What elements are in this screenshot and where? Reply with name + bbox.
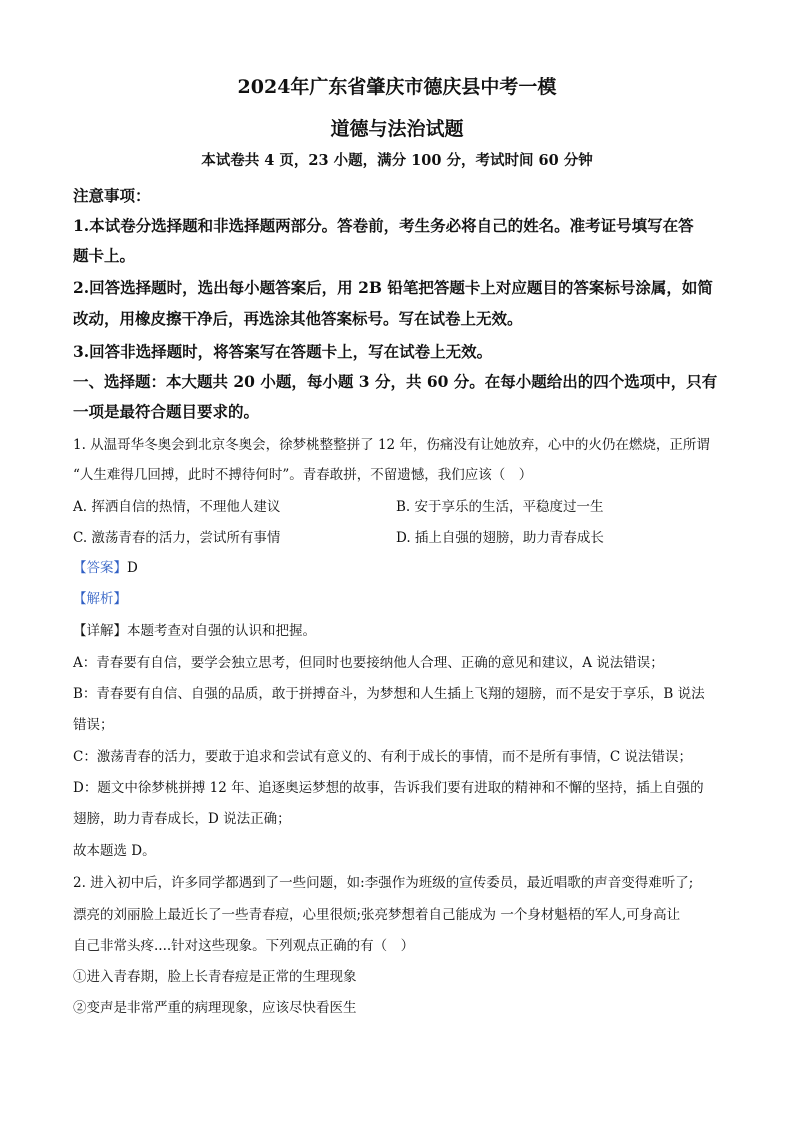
q1-detail <box>73 619 316 639</box>
notice-item-1-line-1: 1.本试卷分选择题和非选择题两部分。答卷前，考生务必将自己的姓名。准考证号填写在答 <box>73 216 694 235</box>
notice-item-2-line-1: 2.回答选择题时，选出每小题答案后，用 2B 铅笔把答题卡上对应题目的答案标号涂属，如简 <box>73 278 713 297</box>
q1-option-a: A. 挥洒自信的热情，不理他人建议 <box>73 499 281 515</box>
notice-item-2-line-2: 改动，用橡皮擦干净后，再选涂其他答案标号。写在试卷上无效。 <box>73 309 523 328</box>
q1-analysis-b-line-1: B：青春要有自信、自强的品质，敢于拼搏奋斗，为梦想和人生插上飞翔的翅膀，而不是安于享乐，B 说法 <box>73 686 705 702</box>
exam-info: 本试卷共 4 页，23 小题，满分 100 分，考试时间 60 分钟 <box>201 152 593 169</box>
notice-item-3: 3.回答非选择题时，将答案写在答题卡上，写在试卷上无效。 <box>73 342 493 361</box>
section-1-line-1: 一、选择题：本大题共 20 小题，每小题 3 分，共 60 分。在每小题给出的四个选项中，只有 <box>73 372 718 391</box>
q1-analysis-d-line-2: 翅膀，助力青春成长，D 说法正确； <box>73 811 291 827</box>
q1-option-b: B. 安于享乐的生活，平稳度过一生 <box>396 499 604 515</box>
q1-conclusion: 故本题选 D。 <box>73 843 156 859</box>
q1-analysis-c: C：激荡青春的活力，要敢于追求和尝试有意义的、有利于成长的事情，而不是所有事情，C 说法错误； <box>73 749 692 765</box>
q1-stem-line-1: 1. 从温哥华冬奥会到北京冬奥会，徐梦桃整整拼了 12 年，伤痛没有让她放弃，心中的火仍在燃烧，正所谓 <box>73 437 710 453</box>
q2-item-1: ①进入青春期，脸上长青春痘是正常的生理现象 <box>73 969 357 985</box>
notice-heading: 注意事项： <box>73 186 151 205</box>
q2-stem-line-3: 自己非常头疼....针对这些现象。下列观点正确的有（ ） <box>73 938 415 954</box>
analysis-tag: 【解析】 <box>73 591 127 607</box>
q1-option-c: C. 激荡青春的活力，尝试所有事情 <box>73 530 281 546</box>
q1-stem-line-2: “人生难得几回搏，此时不搏待何时”。青春敢拼，不留遗憾，我们应该（ ） <box>73 467 533 483</box>
q1-analysis-a: A：青春要有自信，要学会独立思考，但同时也要接纳他人合理、正确的意见和建议，A 说法错误； <box>73 655 664 671</box>
q1-analysis-b-line-2: 错误； <box>73 717 114 733</box>
answer-value: D <box>127 560 138 576</box>
exam-title: 2024年广东省肇庆市德庆县中考一模 <box>237 76 557 98</box>
exam-subtitle: 道德与法治试题 <box>330 118 464 140</box>
q2-stem-line-2: 漂亮的刘丽脸上最近长了一些青春痘，心里很烦;张亮梦想着自己能成为 一个身材魁梧的军人,可身高让 <box>73 907 681 923</box>
q2-item-2: ②变声是非常严重的病理现象，应该尽快看医生 <box>73 1000 357 1016</box>
detail-tag: 【详解】 <box>73 623 127 639</box>
q1-option-d: D. 插上自强的翅膀，助力青春成长 <box>396 530 604 546</box>
q2-stem-line-1: 2. 进入初中后，许多同学都遇到了一些问题，如:李强作为班级的宣传委员，最近唱歌的声音变得难听了; <box>73 875 694 891</box>
detail-text: 本题考查对自强的认识和把握。 <box>127 623 316 639</box>
section-1-line-2: 一项是最符合题目要求的。 <box>73 402 260 421</box>
notice-item-1-line-2: 题卡上。 <box>73 246 136 265</box>
q1-analysis-d-line-1: D：题文中徐梦桃拼搏 12 年、追逐奥运梦想的故事，告诉我们要有进取的精神和不懈的坚持，插上自强的 <box>73 780 704 796</box>
q1-answer <box>73 556 138 576</box>
answer-tag: 【答案】 <box>73 560 127 576</box>
